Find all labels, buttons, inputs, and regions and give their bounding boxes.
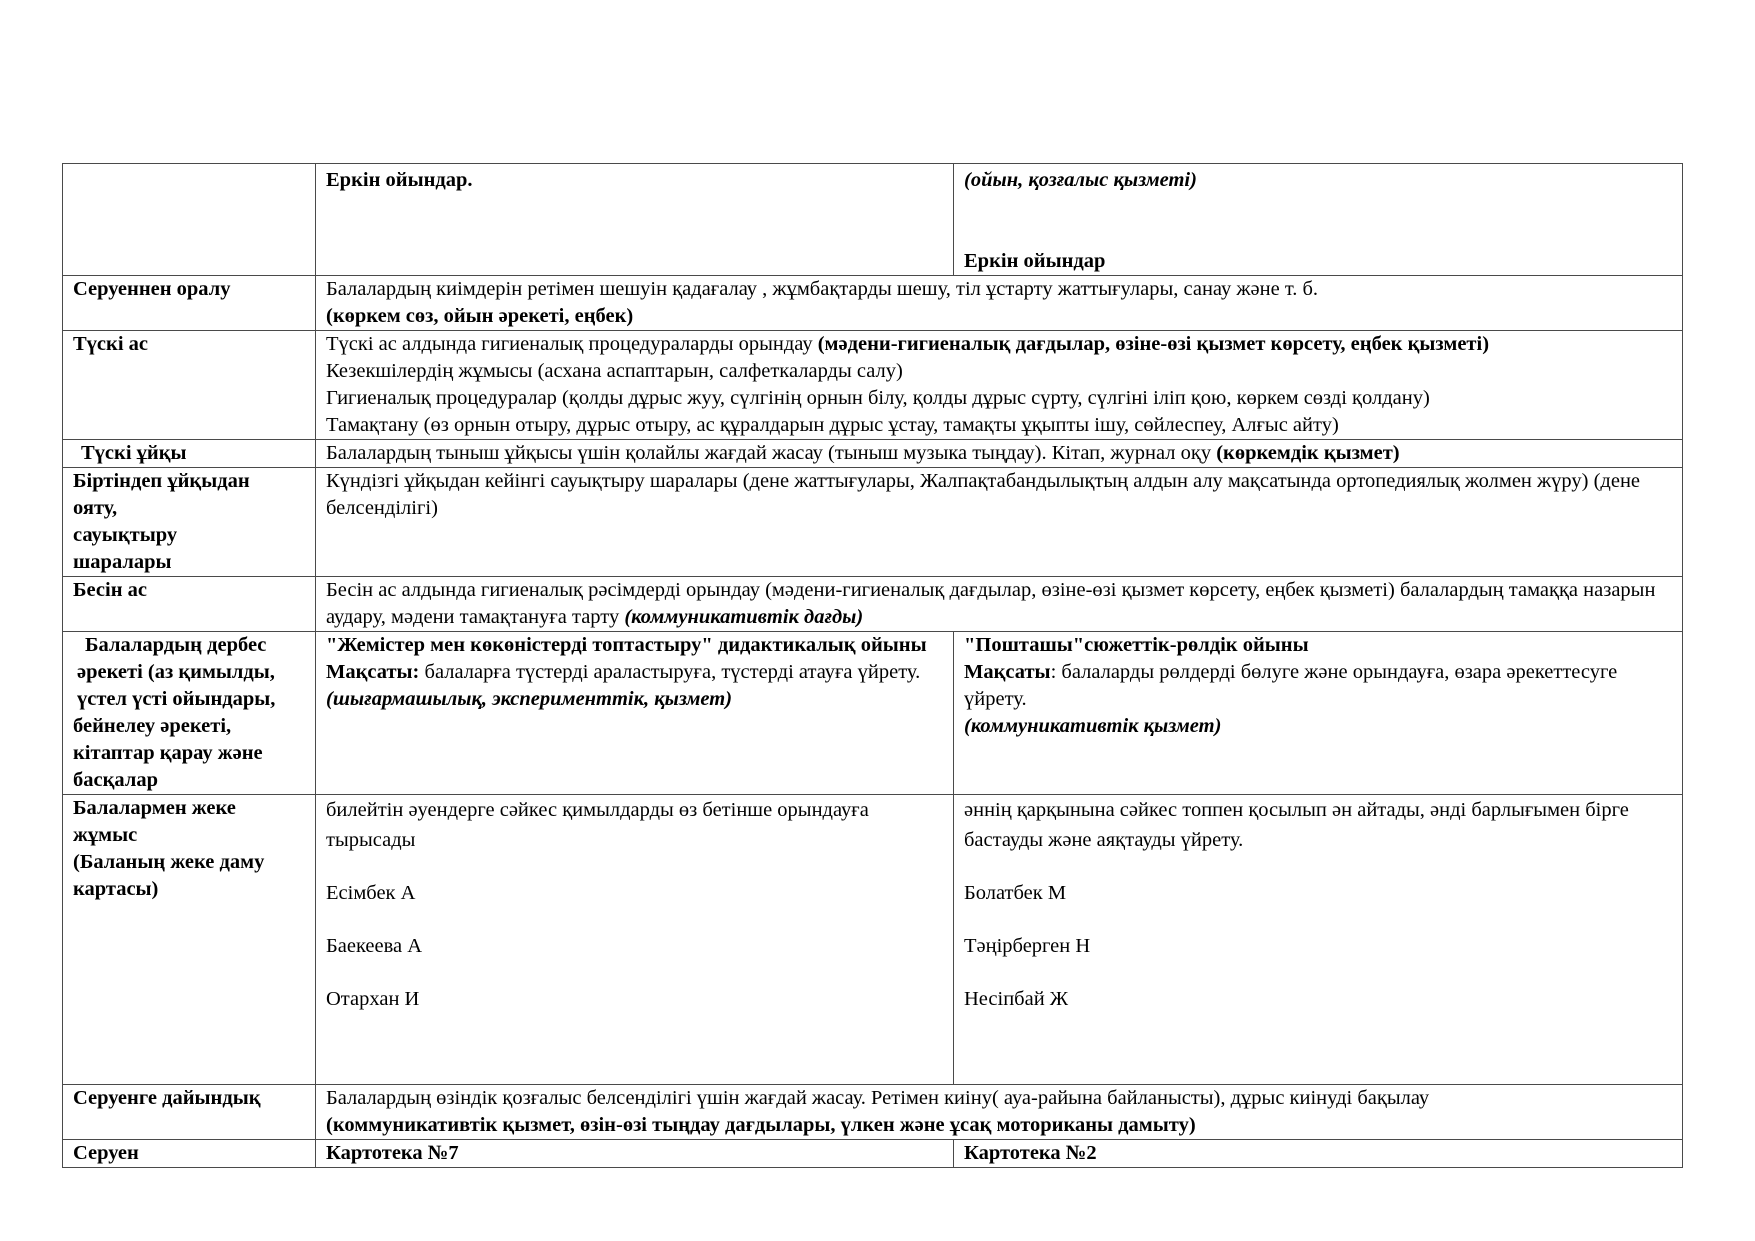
table-row-lunch: [63, 331, 1683, 440]
row-label-lunch: Түскі ас: [63, 331, 316, 440]
snack-content: [316, 577, 1683, 632]
table-row-snack: [63, 577, 1683, 632]
independent-right-title: "Пошташы"сюжеттік-рөлдік ойыны: [964, 634, 1309, 656]
student-name: Несіпбай Ж: [964, 988, 1069, 1010]
walk-right: Картотека №2: [954, 1140, 1683, 1168]
row-label-wakeup: Біртіндеп ұйқыдан ояту, сауықтыру шаралары: [63, 468, 316, 577]
free-games-right: [954, 164, 1683, 276]
lunch-line-4: Тамақтану (өз орнын отыру, дұрыс отыру, ас құралдарын дұрыс ұстау, тамақты ұқыпты ішу, сөйлеспеу, Алғыс айту): [326, 414, 1339, 436]
student-name: Баекеева А: [326, 935, 423, 957]
walk-left: Картотека №7: [316, 1140, 954, 1168]
table-row-prep-walk: [63, 1085, 1683, 1140]
wakeup-content: [316, 468, 1683, 577]
free-games-note: (ойын, қозғалыс қызметі): [964, 169, 1197, 191]
row-label-return-walk: Серуеннен оралу: [63, 276, 316, 331]
return-walk-text: Балалардың киімдерін ретімен шешуін қадағалау , жұмбақтарды шешу, тіл ұстарту жаттығулары, санау және т. б.: [326, 278, 1319, 300]
lunch-content: [316, 331, 1683, 440]
independent-left: [316, 632, 954, 795]
individual-right-text: әннің қарқынына сәйкес топпен қосылып ән айтады, әнді барлығымен бірге бастауды және аяқтауды үйрету.: [964, 799, 1629, 851]
independent-right-goal: Мақсаты: балаларды рөлдерді бөлуге және орындауға, өзара әрекеттесуге үйрету.: [964, 661, 1618, 710]
individual-left: [316, 795, 954, 1085]
free-games-right-title: Еркін ойындар: [964, 250, 1106, 272]
lunch-line-2: Кезекшілердің жұмысы (асхана аспаптарын, салфеткаларды салу): [326, 360, 903, 382]
return-walk-content: [316, 276, 1683, 331]
prep-walk-content: [316, 1085, 1683, 1140]
student-name: Болатбек М: [964, 882, 1067, 904]
table-row-return-walk: [63, 276, 1683, 331]
nap-text: Балалардың тыныш ұйқысы үшін қолайлы жағдай жасау (тыныш музыка тыңдау). Кітап, журнал оқу (көркемдік қызмет): [326, 442, 1400, 464]
lunch-line-3: Гигиеналық процедуралар (қолды дұрыс жуу, сүлгінің орнын білу, қолды дұрыс сүрту, сүлгіні іліп қою, көркем сөзді қолдану): [326, 387, 1430, 409]
independent-left-goal: Мақсаты: балаларға түстерді араластыруға, түстерді атауға үйрету.: [326, 661, 921, 683]
table-row-wakeup: [63, 468, 1683, 577]
independent-right-note: (коммуникативтік қызмет): [964, 715, 1222, 737]
student-name: Тәңірберген Н: [964, 935, 1091, 957]
table-row-free-games: [63, 164, 1683, 276]
nap-content: [316, 440, 1683, 468]
table-row-nap: [63, 440, 1683, 468]
student-name: Отархан И: [326, 988, 420, 1010]
individual-left-text: билейтін әуендерге сәйкес қимылдарды өз бетінше орындауға тырысады: [326, 799, 869, 851]
free-games-left: [316, 164, 954, 276]
student-name: Есімбек А: [326, 882, 416, 904]
row-label-walk: Серуен: [63, 1140, 316, 1168]
table-row-walk: [63, 1140, 1683, 1168]
row-label-individual: Балалармен жеке жұмыс (Баланың жеке даму картасы): [63, 795, 316, 1085]
snack-text: Бесін ас алдында гигиеналық рәсімдерді орындау (мәдени-гигиеналық дағдылар, өзіне-өзі қызмет көрсету, еңбек қызметі) балалардың тамаққа назарын аудару, мәдени тамақтануға тарту (коммуникативтік дағды): [326, 579, 1656, 628]
row-label-empty: [63, 164, 316, 276]
independent-right: [954, 632, 1683, 795]
row-label-prep-walk: Серуенге дайындық: [63, 1085, 316, 1140]
lunch-line-1: Түскі ас алдында гигиеналық процедураларды орындау (мәдени-гигиеналық дағдылар, өзіне-өзі қызмет көрсету, еңбек қызметі): [326, 333, 1490, 355]
prep-walk-note: (коммуникативтік қызмет, өзін-өзі тыңдау дағдылары, үлкен және ұсақ моториканы дамыту): [326, 1114, 1196, 1136]
table-row-independent: [63, 632, 1683, 795]
individual-right: [954, 795, 1683, 1085]
return-walk-note: (көркем сөз, ойын әрекеті, еңбек): [326, 305, 634, 327]
row-label-independent: Балалардың дербес әрекеті (аз қимылды, үстел үсті ойындары, бейнелеу әрекеті, кітаптар қарау және басқалар: [63, 632, 316, 795]
row-label-nap: Түскі ұйқы: [63, 440, 316, 468]
free-games-left-text: Еркін ойындар.: [326, 169, 473, 191]
daily-schedule-table: [62, 163, 1683, 1168]
table-row-individual: [63, 795, 1683, 1085]
independent-left-title: "Жемістер мен көкөністерді топтастыру" дидактикалық ойыны: [326, 634, 927, 656]
prep-walk-text: Балалардың өзіндік қозғалыс белсенділігі үшін жағдай жасау. Ретімен киіну( ауа-райына байланысты), дұрыс киінуді бақылау: [326, 1087, 1430, 1109]
independent-left-note: (шығармашылық, эксперименттік, қызмет): [326, 688, 733, 710]
wakeup-text: Күндізгі ұйқыдан кейінгі сауықтыру шаралары (дене жаттығулары, Жалпақтабандылықтың алдын алу мақсатында ортопедиялық жолмен жүру) (дене белсенділігі): [326, 470, 1641, 519]
row-label-snack: Бесін ас: [63, 577, 316, 632]
